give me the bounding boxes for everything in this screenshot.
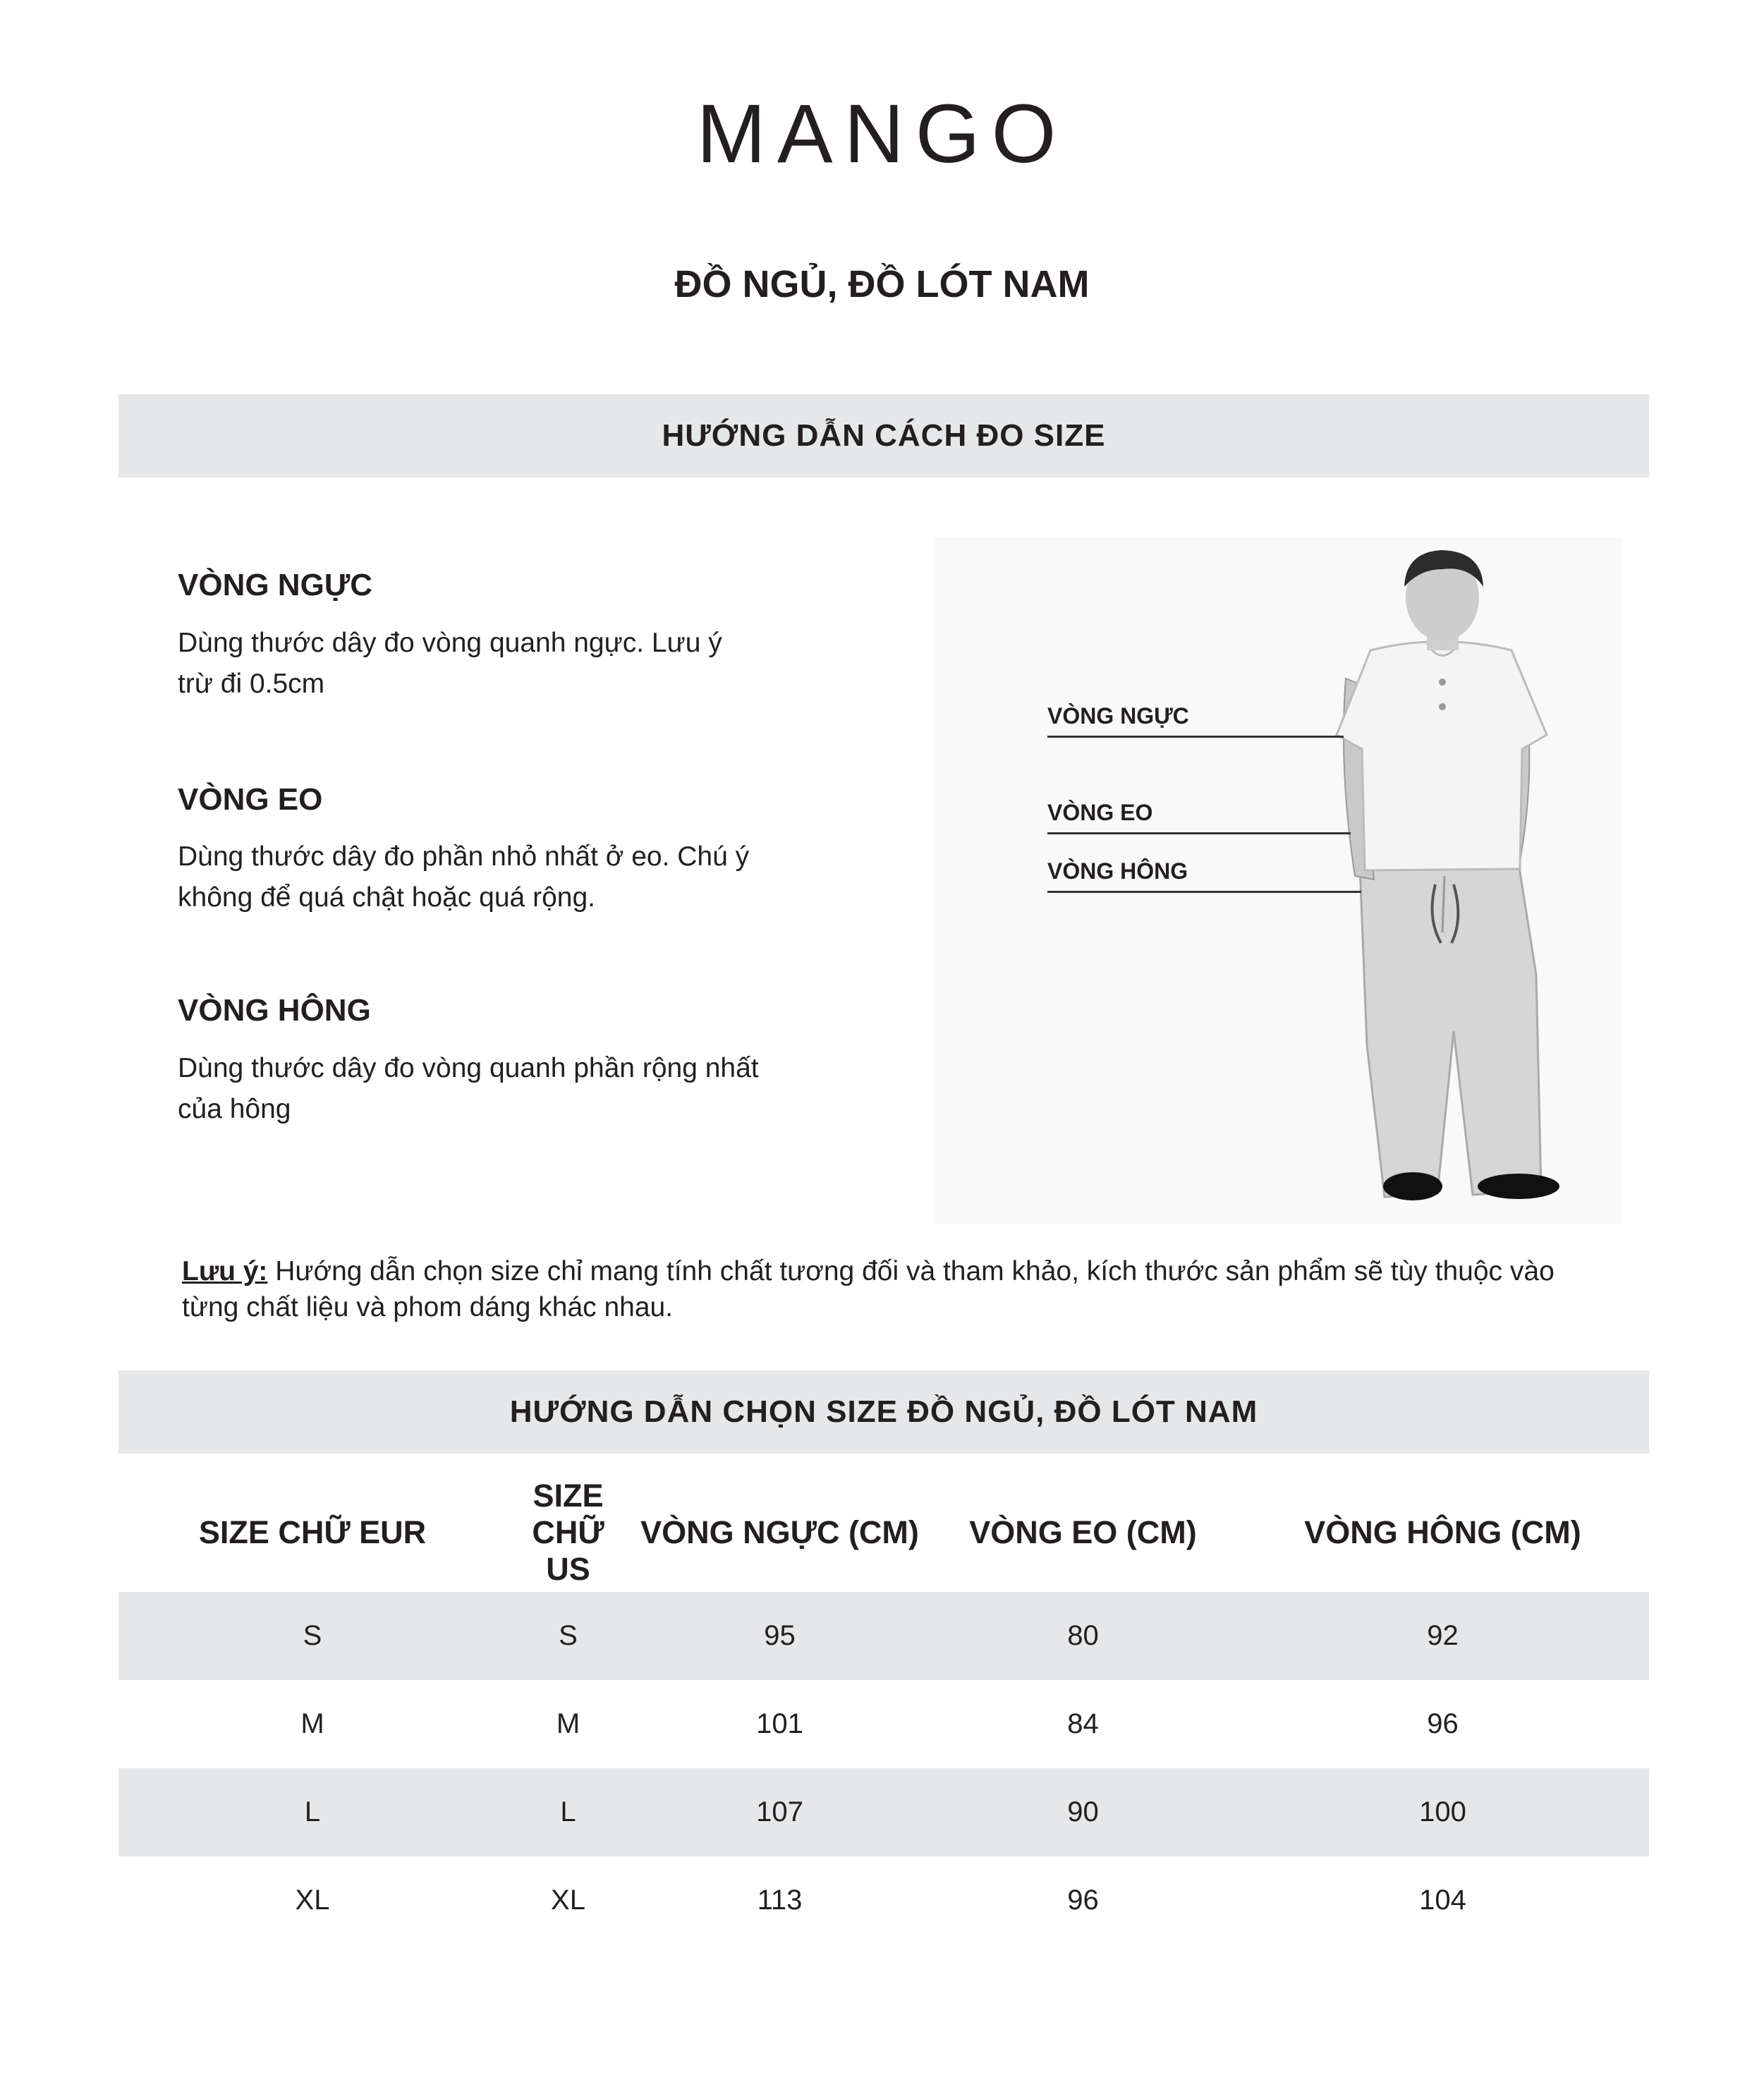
col-hip: VÒNG HÔNG (CM)	[1304, 1514, 1581, 1550]
page-title: ĐỒ NGỦ, ĐỒ LÓT NAM	[674, 263, 1090, 305]
note-text: Hướng dẫn chọn size chỉ mang tính chất tương đối và tham khảo, kích thước sản phẩm sẽ tùy thuộc vào	[267, 1256, 1555, 1286]
table-row	[118, 1592, 1649, 1680]
cell: L	[506, 1768, 630, 1856]
hip-description-line: Dùng thước dây đo vòng quanh phần rộng nhất	[178, 1053, 759, 1083]
cell: 107	[630, 1768, 930, 1856]
col-waist: VÒNG EO (CM)	[969, 1514, 1197, 1550]
waist-description-line: không để quá chật hoặc quá rộng.	[178, 882, 595, 913]
hip-description-line: của hông	[178, 1094, 291, 1124]
cell: 113	[757, 1885, 803, 1916]
note-line	[182, 1253, 1628, 1289]
cell: 101	[756, 1708, 803, 1739]
chest-description-line: Dùng thước dây đo vòng quanh ngực. Lưu ý	[178, 628, 722, 658]
cell: L	[118, 1768, 506, 1856]
waist-description	[178, 836, 813, 918]
table-row	[118, 1768, 1649, 1856]
figure-label-waist: VÒNG EO	[1047, 800, 1153, 825]
chest-description-line: trừ đi 0.5cm	[178, 669, 325, 699]
col-chest: VÒNG NGỰC (CM)	[640, 1514, 919, 1550]
note-label: Lưu ý:	[182, 1256, 268, 1286]
hip-description	[178, 1048, 813, 1130]
waist-line	[1047, 832, 1351, 834]
note-line: từng chất liệu và phom dáng khác nhau.	[182, 1292, 674, 1322]
disclaimer-note	[182, 1253, 1628, 1325]
chest-line	[1047, 736, 1344, 738]
cell: XL	[551, 1885, 585, 1916]
waist-description-line: Dùng thước dây đo phần nhỏ nhất ở eo. Chú ý	[178, 841, 750, 872]
waist-heading: VÒNG EO	[178, 782, 323, 817]
cell: 100	[1236, 1768, 1649, 1856]
cell: 92	[1236, 1592, 1649, 1680]
cell: XL	[295, 1885, 330, 1916]
cell: M	[300, 1708, 324, 1739]
cell: S	[506, 1592, 630, 1680]
cell: 96	[1067, 1885, 1099, 1916]
figure-label-hip: VÒNG HÔNG	[1047, 858, 1188, 884]
size-table-heading: HƯỚNG DẪN CHỌN SIZE ĐỒ NGỦ, ĐỒ LÓT NAM	[509, 1394, 1258, 1429]
size-table	[118, 1473, 1649, 1945]
table-header-row	[118, 1473, 1649, 1592]
chest-heading: VÒNG NGỰC	[178, 568, 373, 602]
cell: 90	[930, 1768, 1236, 1856]
cell: S	[118, 1592, 506, 1680]
cell: 84	[1067, 1708, 1099, 1739]
col-size-eur: SIZE CHỮ EUR	[198, 1514, 427, 1550]
model-illustration	[933, 537, 1622, 1224]
cell: 96	[1427, 1708, 1459, 1739]
hip-line	[1047, 891, 1361, 893]
brand-logo: MANGO	[696, 87, 1068, 181]
figure-label-chest: VÒNG NGỰC	[1047, 703, 1189, 729]
cell: 95	[630, 1592, 930, 1680]
cell: 104	[1419, 1885, 1466, 1916]
cell: 80	[930, 1592, 1236, 1680]
table-row	[118, 1680, 1649, 1768]
col-size-us: SIZE CHỮ US	[532, 1478, 604, 1587]
measure-guide-heading: HƯỚNG DẪN CÁCH ĐO SIZE	[662, 418, 1106, 453]
hip-heading: VÒNG HÔNG	[178, 993, 371, 1028]
measure-guide-banner	[118, 394, 1649, 477]
table-row	[118, 1856, 1649, 1945]
model-figure	[933, 537, 1622, 1224]
size-table-banner	[118, 1370, 1649, 1454]
chest-description	[178, 623, 813, 705]
cell: M	[556, 1708, 580, 1739]
